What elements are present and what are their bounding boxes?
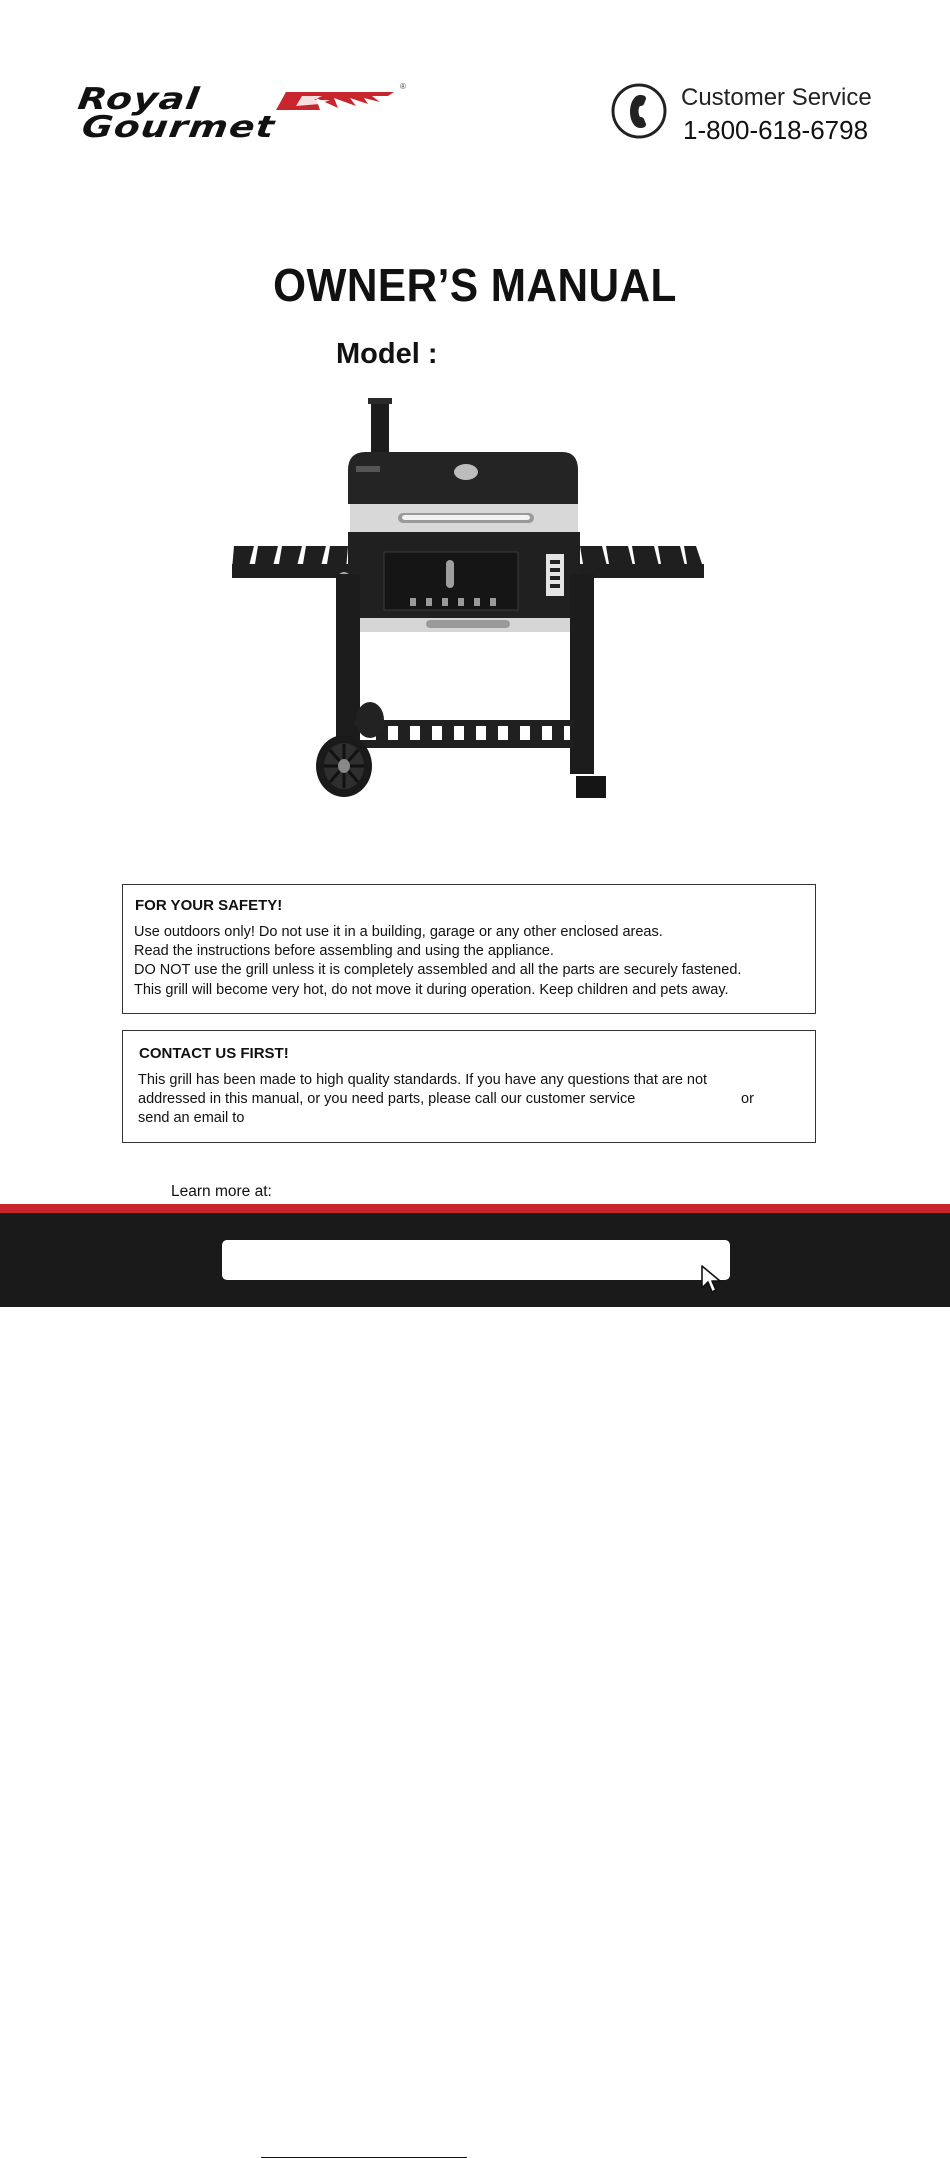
model-label: Model : [336,338,438,370]
website-url-box[interactable] [222,1240,730,1280]
page-title: OWNER’S MANUAL [273,259,677,311]
contact-line: This grill has been made to high quality standards. If you have any questions that are not [138,1072,708,1088]
safety-title: FOR YOUR SAFETY! [135,897,283,914]
contact-box [122,1030,816,1143]
safety-box [122,884,816,1014]
phone-icon [610,82,668,140]
flame-logo-icon [276,88,396,112]
safety-line: Use outdoors only! Do not use it in a building, garage or any other enclosed areas. [134,924,663,940]
safety-line: This grill will become very hot, do not move it during operation. Keep children and pets away. [134,982,729,998]
safety-line: Read the instructions before assembling and using the appliance. [134,943,554,959]
footer-red-stripe [0,1204,950,1213]
grill-illustration [226,394,710,806]
contact-line: addressed in this manual, or you need parts, please call our customer service [138,1091,636,1107]
logo-text-gourmet: Gourmet [79,110,278,145]
learn-more-label: Learn more at: [171,1183,272,1200]
contact-title: CONTACT US FIRST! [139,1045,289,1062]
registered-mark: ® [400,82,406,91]
safety-line: DO NOT use the grill unless it is completely assembled and all the parts are securely fastened. [134,962,742,978]
brand-logo [76,84,416,148]
cursor-arrow-icon [700,1264,724,1294]
contact-line: send an email to [138,1110,245,1126]
contact-line-or: or [741,1091,754,1107]
logo-text-royal: Royal [75,82,203,117]
customer-service-label: Customer Service [681,84,872,111]
customer-service-phone[interactable]: 1-800-618-6798 [683,115,869,145]
